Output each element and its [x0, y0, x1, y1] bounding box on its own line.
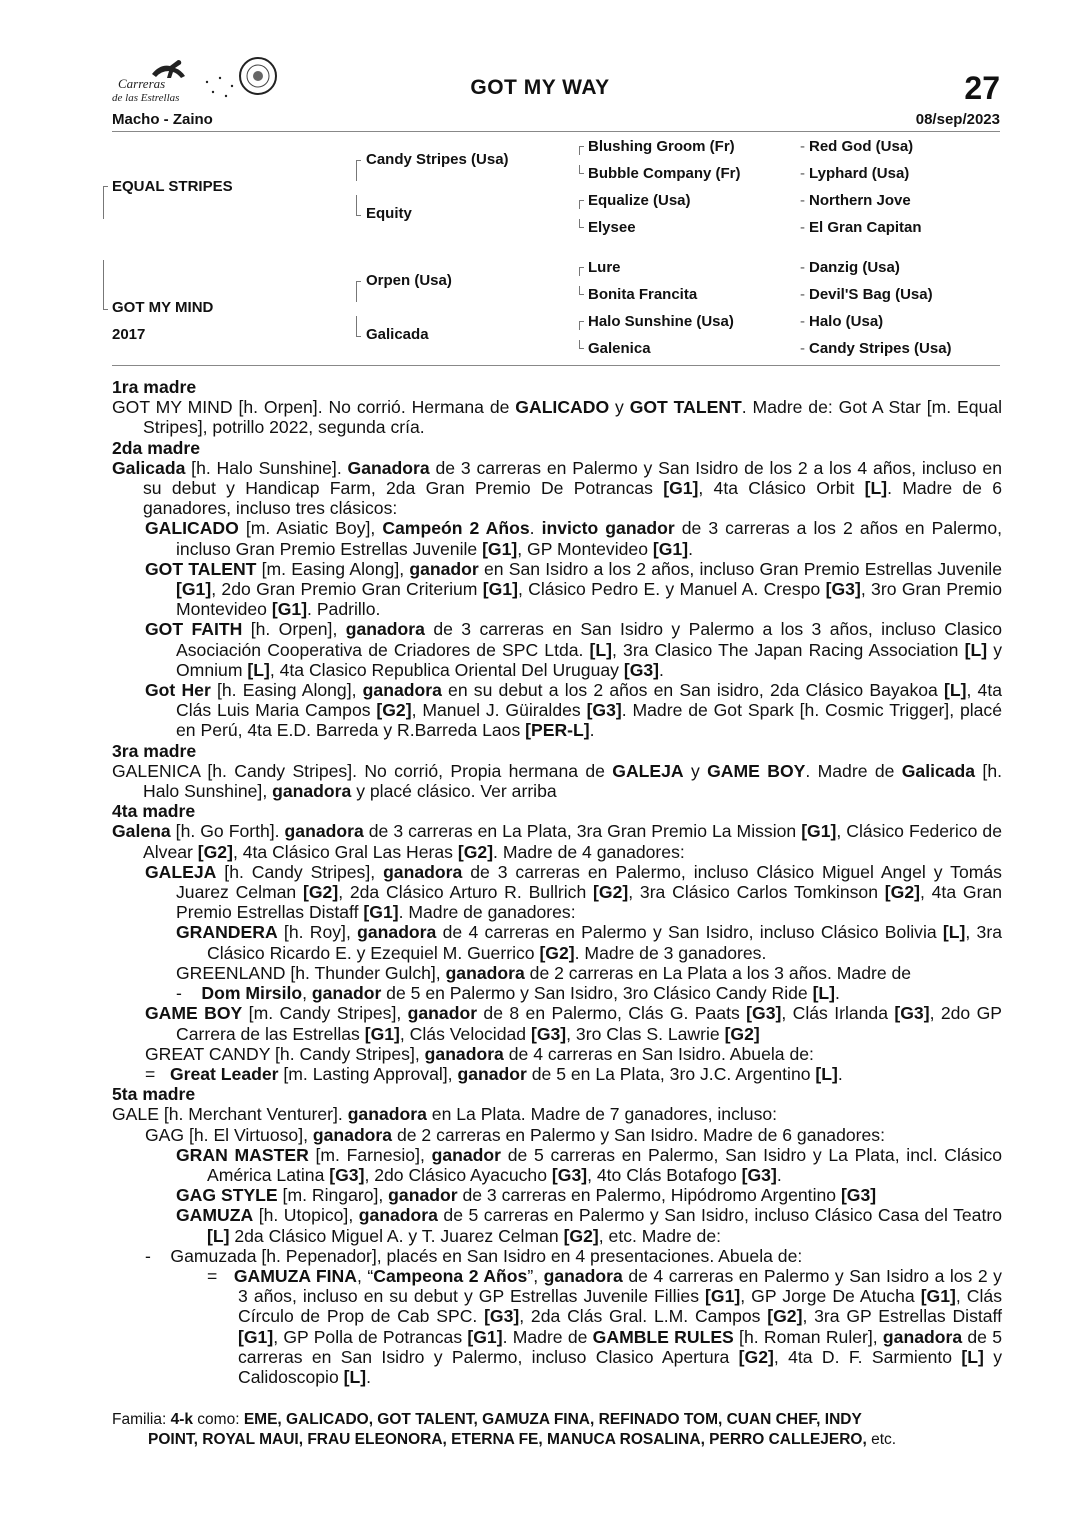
paragraph: GALENICA [h. Candy Stripes]. No corrió, Propia hermana de GALEJA y GAME BOY. Madre de Galicada [h. Halo Sunshine], ganadora y placé clásico. Ver arriba [112, 760, 1002, 802]
sex-coat: Macho - Zaino [112, 111, 213, 128]
gen3-5: Lure [588, 259, 621, 276]
header-rule [112, 131, 1000, 132]
gen3-6: Bonita Francita [588, 286, 698, 303]
section-2da-madre: 2da madre [112, 437, 201, 458]
paragraph: GALEJA [h. Candy Stripes], ganadora de 3 carreras en Palermo, incluso Clásico Miguel Angel y Tomás Juarez Celman [G2], 2da Clásico Arturo R. Bullrich [G2], 3ra Clásico Carlos Tomkinson [G2], 4ta Gran Premio Estrellas Distaff [G1]. Madre de ganadores: [145, 861, 1002, 923]
paragraph: GAG STYLE [m. Ringaro], ganador de 3 carreras en Palermo, Hipódromo Argentino [G3] [176, 1185, 877, 1206]
paragraph: GOT TALENT [m. Easing Along], ganador en San Isidro a los 2 años, incluso Gran Premio Estrellas Juvenile [G1], 2do Gran Premio Gran Criterium [G1], Clásico Pedro E. y Manuel A. Crespo [G3], 3ro Gran Premio Montevideo [G1]. Padrillo. [145, 558, 1002, 620]
section-3ra-madre: 3ra madre [112, 740, 197, 761]
footer-line-2: POINT, ROYAL MAUI, FRAU ELEONORA, ETERNA FE, MANUCA ROSALINA, PERRO CALLEJERO, etc. [148, 1431, 897, 1448]
logo-text-2: de las Estrellas [112, 92, 180, 104]
gen3-8: Galenica [588, 340, 651, 357]
gen4-5: - Danzig (Usa) [800, 259, 900, 276]
bracket [103, 260, 108, 310]
gen3-2: Bubble Company (Fr) [588, 165, 741, 182]
paragraph: Galena [h. Go Forth]. ganadora de 3 carreras en La Plata, 3ra Gran Premio La Mission [G1], Clásico Federico de Alvear [G2], 4ta Clásico Gral Las Heras [G2]. Madre de 4 ganadores: [112, 821, 1002, 862]
dam: GOT MY MIND [112, 299, 214, 316]
page-number: 27 [964, 70, 1000, 106]
paragraph: GOT MY MIND [h. Orpen]. No corrió. Hermana de GALICADO y GOT TALENT. Madre de: Got A Star [m. Equal Stripes], potrillo 2022, segunda cría. [112, 397, 1003, 438]
page-title: GOT MY WAY [470, 76, 610, 99]
bracket [579, 219, 584, 228]
gen2-2: Equity [366, 205, 412, 222]
paragraph: GREAT CANDY [h. Candy Stripes], ganadora de 4 carreras en San Isidro. Abuela de: [145, 1043, 814, 1064]
bracket [579, 321, 584, 330]
bracket [579, 340, 584, 349]
date: 08/sep/2023 [915, 111, 1000, 128]
bracket [579, 165, 584, 174]
family-footer [112, 1410, 1002, 1450]
paragraph: = GAMUZA FINA, “Campeona 2 Años”, ganadora de 4 carreras en Palermo y San Isidro a los 2 y 3 años, incluso en su debut y GP Estrellas Juvenile Fillies [G1], GP Jorge De Atucha [G1], Clás Círculo de Prop de Cab SPC. [G3], 2da Clás Gral. L.M. Campos [G2], 3ra GP Estrellas Distaff [G1], GP Polla de Potrancas [G1]. Madre de GAMBLE RULES [h. Roman Ruler], ganadora de 5 carreras en San Isidro y Palermo, incluso Clasico Apertura [G2], 4ta D. F. Sarmiento [L] y Calidoscopio [L]. [207, 1265, 1003, 1387]
section-4ta-madre: 4ta madre [112, 801, 196, 822]
gen4-7: - Halo (Usa) [800, 313, 884, 330]
gen2-3: Orpen (Usa) [366, 272, 452, 289]
bracket [356, 195, 361, 216]
gen4-3: - Northern Jove [800, 192, 911, 209]
paragraph: GRANDERA [h. Roy], ganadora de 4 carreras en Palermo y San Isidro, incluso Clásico Bolivia [L], 3ra Clásico Ricardo E. y Ezequiel M. Guerrico [G2]. Madre de 3 ganadores. [176, 922, 1002, 963]
gen2-1: Candy Stripes (Usa) [366, 151, 509, 168]
bracket [579, 286, 584, 295]
paragraph: Galicada [h. Halo Sunshine]. Ganadora de 3 carreras en Palermo y San Isidro de los 2 a los 4 años, incluso en su debut y Handicap Farm, 2da Gran Premio De Potrancas [G1], 4ta Clásico Orbit [L]. Madre de 6 ganadores, incluso tres clásicos: [112, 457, 1002, 519]
paragraph: GAMUZA [h. Utopico], ganadora de 5 carreras en Palermo y San Isidro, incluso Clásico Casa del Teatro [L] 2da Clásico Miguel A. y T. Juarez Celman [G2], etc. Madre de: [176, 1205, 1002, 1246]
gen3-3: Equalize (Usa) [588, 192, 691, 209]
bracket [579, 146, 584, 155]
paragraph: GAG [h. El Virtuoso], ganadora de 2 carreras en Palermo y San Isidro. Madre de 6 ganadores: [145, 1124, 885, 1145]
paragraph: - Gamuzada [h. Pepenador], placés en San Isidro en 4 presentaciones. Abuela de: [145, 1245, 803, 1266]
paragraph: GRAN MASTER [m. Farnesio], ganador de 5 carreras en Palermo, San Isidro y La Plata, incl. Clásico América Latina [G3], 2do Clásico Ayacucho [G3], 4to Clás Botafogo [G3]. [176, 1144, 1002, 1185]
paragraph: GALICADO [m. Asiatic Boy], Campeón 2 Años. invicto ganador de 3 carreras a los 2 años en Palermo, incluso Gran Premio Estrellas Juvenile [G1], GP Montevideo [G1]. [145, 518, 1002, 559]
gen4-8: - Candy Stripes (Usa) [800, 340, 952, 357]
paragraph: GREENLAND [h. Thunder Gulch], ganadora de 2 carreras en La Plata a los 3 años. Madre de [176, 962, 912, 983]
pedigree-rule [112, 365, 1000, 366]
bracket [356, 160, 361, 181]
bracket [356, 281, 361, 302]
family-body [112, 377, 1002, 1387]
gen3-7: Halo Sunshine (Usa) [588, 313, 734, 330]
gen4-6: - Devil'S Bag (Usa) [800, 286, 933, 303]
gen4-4: - El Gran Capitan [800, 219, 922, 236]
gen2-4: Galicada [366, 326, 429, 343]
paragraph: - Dom Mirsilo, ganador de 5 en Palermo y San Isidro, 3ro Clásico Candy Ride [L]. [176, 983, 840, 1004]
gen4-2: - Lyphard (Usa) [800, 165, 910, 182]
gen4-1: - Red God (Usa) [800, 138, 914, 155]
paragraph: GALE [h. Merchant Venturer]. ganadora en La Plata. Madre de 7 ganadores, incluso: [112, 1104, 778, 1125]
paragraph: Got Her [h. Easing Along], ganadora en su debut a los 2 años en San isidro, 2da Clásico Bayakoa [L], 4ta Clás Luis Maria Campos [G2], Manuel J. Güiraldes [G3]. Madre de Got Spark [h. Cosmic Trigger], placé en Perú, 4ta E.D. Barreda y R.Barreda Laos [PER-L]. [145, 680, 1003, 741]
gen3-1: Blushing Groom (Fr) [588, 138, 735, 155]
section-5ta-madre: 5ta madre [112, 1084, 196, 1105]
paragraph: GOT FAITH [h. Orpen], ganadora de 3 carreras en San Isidro y Palermo a los 3 años, incluso Clasico Asociación Cooperativa de Criadores de SPC Ltda. [L], 3ra Clasico The Japan Racing Association [L] y Omnium [L], 4ta Clasico Republica Oriental Del Uruguay [G3]. [145, 619, 1003, 680]
sire: EQUAL STRIPES [112, 178, 233, 195]
gen3-4: Elysee [588, 219, 636, 236]
paragraph: GAME BOY [m. Candy Stripes], ganador de 8 en Palermo, Clás G. Paats [G3], Clás Irlanda [G3], 2do GP Carrera de las Estrellas [G1], Clás Velocidad [G3], 3ro Clas S. Lawrie [G2] [145, 1003, 1002, 1044]
logo-text-1: Carreras [118, 76, 166, 91]
bracket [356, 316, 361, 337]
paragraph: = Great Leader [m. Lasting Approval], ganador de 5 en La Plata, 3ro J.C. Argentino [L]. [145, 1063, 843, 1084]
dam-year: 2017 [112, 326, 146, 343]
section-1ra-madre: 1ra madre [112, 377, 197, 397]
bracket [579, 267, 584, 276]
footer-line-1: Familia: 4-k como: EME, GALICADO, GOT TALENT, GAMUZA FINA, REFINADO TOM, CUAN CHEF, INDY [112, 1411, 862, 1428]
bracket [103, 186, 108, 219]
bracket [579, 200, 584, 209]
